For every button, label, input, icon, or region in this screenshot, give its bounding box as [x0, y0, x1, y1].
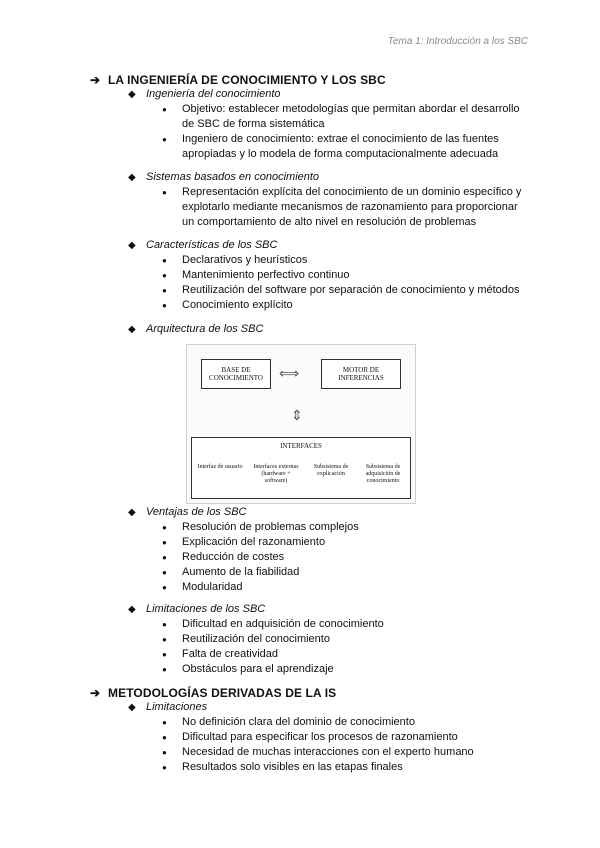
list-item: ● Objetivo: establecer metodologías que permitan abordar el desarrollo de SBC de forma sistemática	[162, 102, 532, 132]
list-item: ● Ingeniero de conocimiento: extrae el conocimiento de las fuentes apropiadas y lo modela de forma computacionalmente adecuada	[162, 132, 532, 162]
list-item: ● Resolución de problemas complejos	[162, 520, 532, 535]
list-item: ● Dificultad para especificar los procesos de razonamiento	[162, 730, 532, 745]
section-title: ➔ METODOLOGÍAS DERIVADAS DE LA IS	[90, 686, 337, 700]
interface-explanation: Subsistema de explicación	[313, 464, 349, 477]
interface-acquisition: Subsistema de adquisición de conocimiento	[365, 464, 401, 484]
subsection-heading: ◆ Ventajas de los SBC	[128, 506, 247, 518]
subsection-heading: ◆ Ingeniería del conocimiento	[128, 88, 281, 100]
list-item: ● Falta de creatividad	[162, 647, 532, 662]
interfaces-title: INTERFACES	[280, 442, 322, 450]
list-item: ● Resultados solo visibles en las etapas finales	[162, 760, 532, 775]
arrow-right-icon: ➔	[90, 73, 101, 87]
list-item: ● Declarativos y heurísticos	[162, 253, 532, 268]
list-item: ● Necesidad de muchas interacciones con el experto humano	[162, 745, 532, 760]
bullet-list	[162, 715, 532, 775]
interface-external: Interfaces externas (hardware + software)	[253, 464, 299, 484]
diamond-icon: ◆	[128, 172, 136, 183]
interfaces-box	[191, 437, 411, 499]
bullet-list	[162, 185, 532, 230]
subsection-heading: ◆ Limitaciones de los SBC	[128, 603, 266, 615]
list-item: ● Aumento de la fiabilidad	[162, 565, 532, 580]
diamond-icon: ◆	[128, 702, 136, 713]
double-arrow-icon: ⟺	[279, 365, 300, 381]
subsection-heading: ◆ Características de los SBC	[128, 239, 278, 251]
running-head: Tema 1: Introducción a los SBC	[387, 36, 528, 47]
list-item: ● Dificultad en adquisición de conocimiento	[162, 617, 532, 632]
list-item: ● Conocimiento explícito	[162, 298, 532, 313]
list-item: ● No definición clara del dominio de conocimiento	[162, 715, 532, 730]
arrow-right-icon: ➔	[90, 686, 101, 700]
section-title: ➔ LA INGENIERÍA DE CONOCIMIENTO Y LOS SBC	[90, 73, 386, 87]
list-item: ● Explicación del razonamiento	[162, 535, 532, 550]
bullet-list	[162, 520, 532, 595]
interface-user: Interfaz de usuario	[197, 464, 243, 470]
bullet-list	[162, 617, 532, 677]
list-item: ● Reutilización del software por separación de conocimiento y métodos	[162, 283, 532, 298]
diamond-icon: ◆	[128, 604, 136, 615]
list-item: ● Reducción de costes	[162, 550, 532, 565]
diamond-icon: ◆	[128, 89, 136, 100]
subsection-heading: ◆ Limitaciones	[128, 701, 208, 713]
diamond-icon: ◆	[128, 240, 136, 251]
knowledge-base-box: BASE DE CONOCIMIENTO	[201, 359, 271, 389]
bullet-list	[162, 102, 532, 162]
inference-engine-box: MOTOR DE INFERENCIAS	[321, 359, 401, 389]
vertical-arrow-icon: ⇕	[291, 407, 303, 423]
list-item: ● Representación explícita del conocimiento de un dominio específico y explotarlo mediante mecanismos de razonamiento para proporcionar un comportamiento de alto nivel en resolución de problemas	[162, 185, 532, 230]
architecture-diagram	[186, 344, 416, 504]
subsection-heading: ◆ Arquitectura de los SBC	[128, 323, 264, 335]
diamond-icon: ◆	[128, 324, 136, 335]
list-item: ● Reutilización del conocimiento	[162, 632, 532, 647]
bullet-list	[162, 253, 532, 313]
list-item: ● Mantenimiento perfectivo continuo	[162, 268, 532, 283]
list-item: ● Obstáculos para el aprendizaje	[162, 662, 532, 677]
list-item: ● Modularidad	[162, 580, 532, 595]
diamond-icon: ◆	[128, 507, 136, 518]
subsection-heading: ◆ Sistemas basados en conocimiento	[128, 171, 320, 183]
